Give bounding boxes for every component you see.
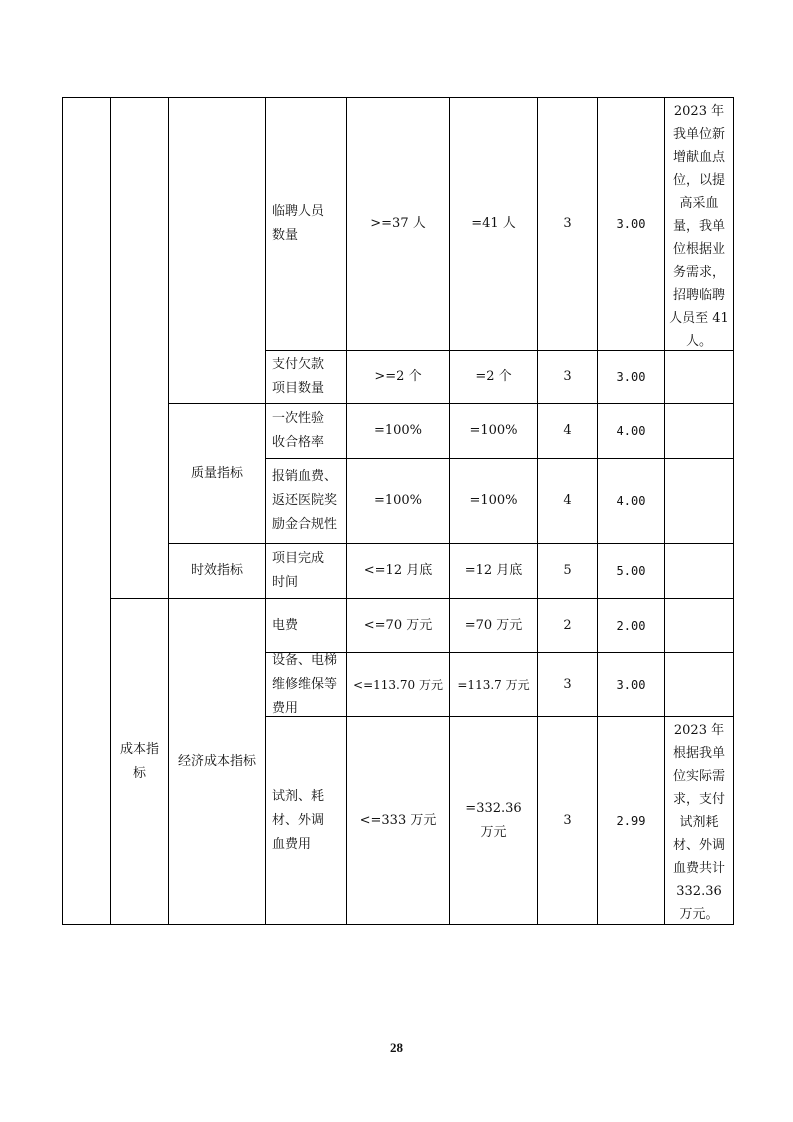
table-row-actual: =332.36 万元 xyxy=(465,800,522,840)
table-row-weight: 3 xyxy=(563,676,572,692)
table-row-target: =100% xyxy=(373,493,423,508)
table-row-note: 2023 年我单位新增献血点位，以提高采血量，我单位根据业务需求，招聘临聘人员至 41 人。 xyxy=(669,104,729,349)
table-row-actual: =100% xyxy=(469,423,518,438)
table-row-indicator-name: 试剂、耗材、外调血费用 xyxy=(272,788,325,852)
table-row-indicator-name: 电费 xyxy=(272,617,299,633)
table-row-target: =100% xyxy=(373,423,423,438)
table-row-score: 3.00 xyxy=(616,370,646,384)
table-row-weight: 5 xyxy=(563,563,572,578)
table-row-target: <=70 万元 xyxy=(363,617,433,633)
table-row-target: >=2 个 xyxy=(374,369,422,384)
table-row-score: 5.00 xyxy=(616,564,646,578)
table-row-actual: =70 万元 xyxy=(464,617,523,633)
table-row-score: 2.99 xyxy=(616,813,646,828)
table-row-indicator-name: 设备、电梯维修维保等费用 xyxy=(272,652,338,716)
category-cost-level1: 成本指标 xyxy=(119,741,159,781)
table-row-weight: 3 xyxy=(563,812,572,828)
table-row-score: 2.00 xyxy=(616,618,646,633)
table-row-actual: =12 月底 xyxy=(464,563,523,578)
category-cost-level2: 经济成本指标 xyxy=(177,753,256,769)
page-number: 28 xyxy=(390,1040,403,1055)
table-row-actual: =2 个 xyxy=(475,369,512,384)
table-row-weight: 2 xyxy=(563,617,572,633)
table-row-target: <=333 万元 xyxy=(359,812,437,828)
category-quality: 质量指标 xyxy=(190,465,243,481)
table-row-note: 2023 年根据我单位实际需求，支付试剂耗材、外调血费共计 332.36 万元。 xyxy=(672,723,725,922)
table-row-weight: 3 xyxy=(563,369,572,384)
table-row-indicator-name: 项目完成时间 xyxy=(272,551,325,590)
table-row-actual: =100% xyxy=(469,493,518,508)
table-row-score: 4.00 xyxy=(616,424,646,438)
table-row-weight: 4 xyxy=(563,493,572,508)
table-row-indicator-name: 临聘人员数量 xyxy=(272,204,325,243)
table-row-actual: =41 人 xyxy=(471,216,516,231)
table-row-indicator-name: 一次性验收合格率 xyxy=(272,411,325,450)
table-row-indicator-name: 报销血费、返还医院奖励金合规性 xyxy=(272,469,338,532)
table-row-score: 3.00 xyxy=(616,677,646,692)
table-row-score: 4.00 xyxy=(616,494,646,508)
table-row-actual: =113.7 万元 xyxy=(457,677,530,692)
table-row-indicator-name: 支付欠款项目数量 xyxy=(272,357,325,396)
table-row-target: <=12 月底 xyxy=(363,563,433,578)
table-row-weight: 3 xyxy=(563,216,572,231)
table-row-target: >=37 人 xyxy=(370,216,426,231)
table-row-score: 3.00 xyxy=(616,217,646,231)
category-timeliness: 时效指标 xyxy=(190,563,243,578)
table-row-target: <=113.70 万元 xyxy=(353,677,443,692)
table-row-weight: 4 xyxy=(563,423,572,438)
